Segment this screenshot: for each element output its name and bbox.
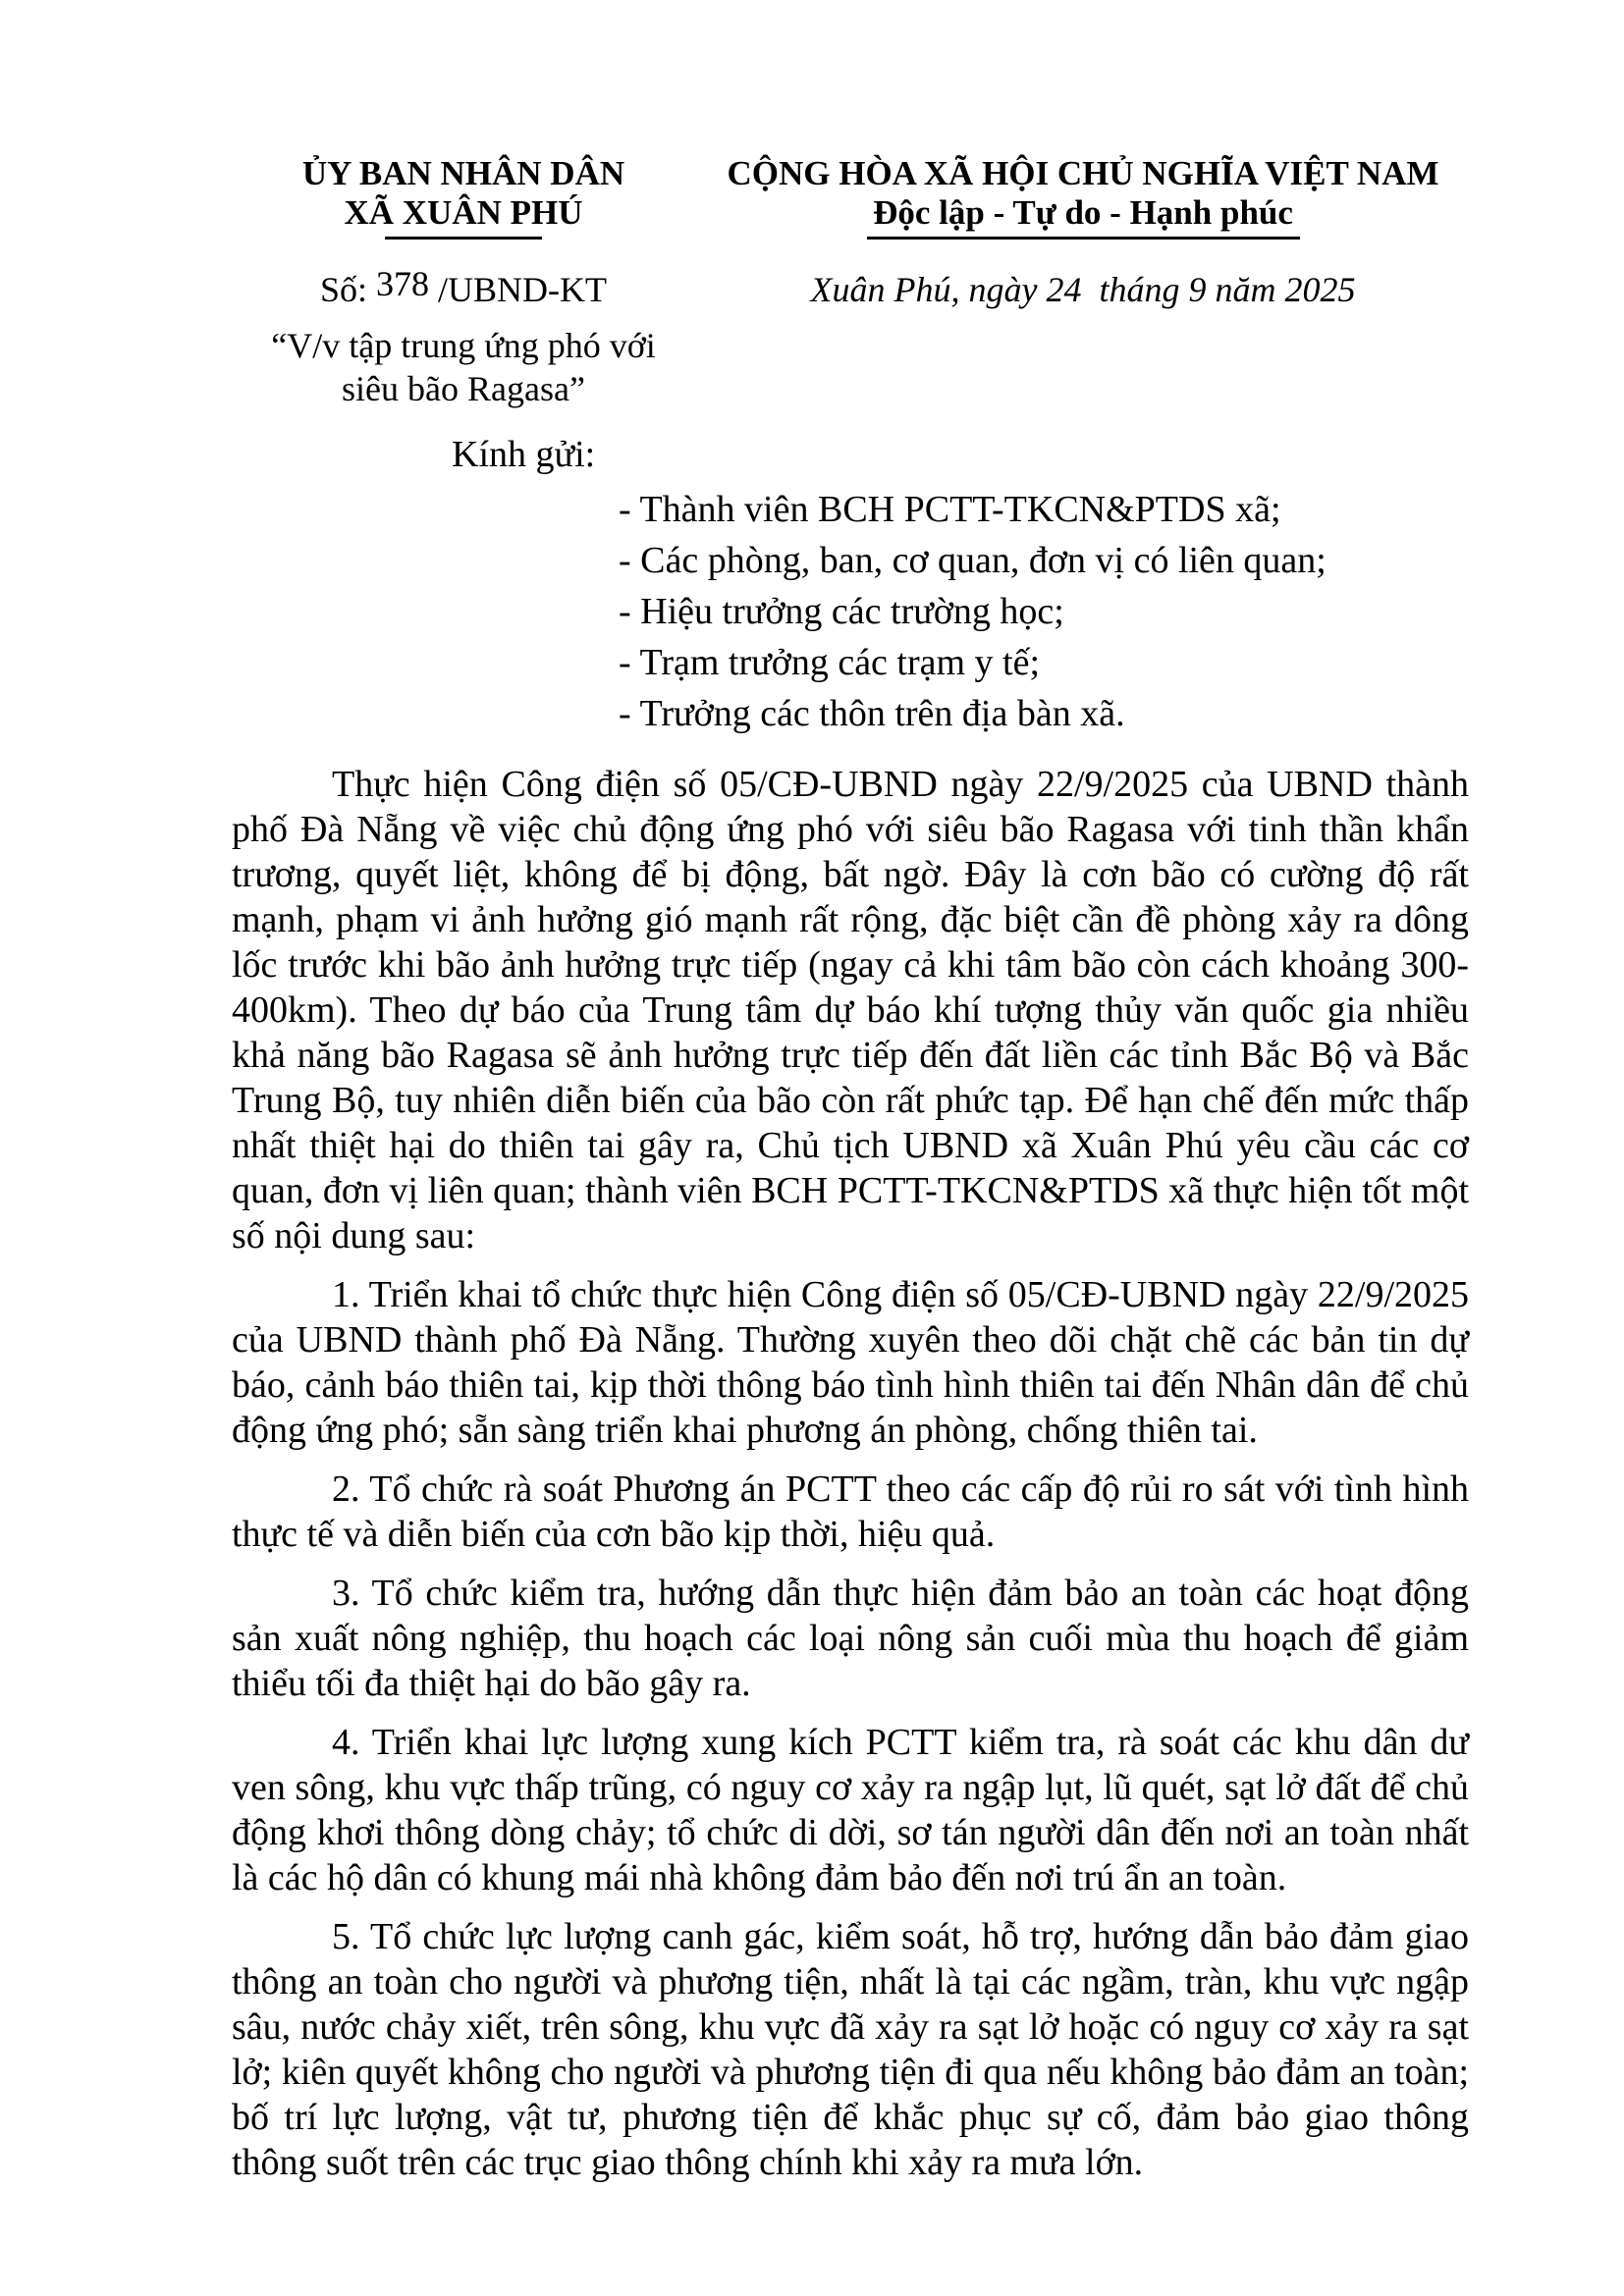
recipient-item: - Thành viên BCH PCTT-TKCN&PTDS xã;	[619, 489, 1281, 530]
subject-line-2: siêu bão Ragasa”	[342, 369, 585, 408]
directive-item-4: 4. Triển khai lực lượng xung kích PCTT kiểm tra, rà soát các khu dân dư ven sông, khu vực thấp trũng, có nguy cơ xảy ra ngập lụt, lũ quét, sạt lở đất để chủ động khơi thông dòng chảy; tổ chức di dời, sơ tán người dân đến nơi an toàn nhất là các hộ dân có khung mái nhà không đảm bảo đến nơi trú ẩn an toàn.	[232, 1722, 1469, 1898]
commune-name: XÃ XUÂN PHÚ	[344, 193, 583, 232]
national-title: CỘNG HÒA XÃ HỘI CHỦ NGHĨA VIỆT NAM	[727, 154, 1439, 192]
national-title-block	[687, 154, 1479, 240]
national-motto: Độc lập - Tự do - Hạnh phúc	[873, 193, 1293, 232]
document-number-suffix: /UBND-KT	[429, 270, 607, 309]
addressee-label: Kính gửi:	[452, 434, 596, 475]
recipient-item: - Trưởng các thôn trên địa bàn xã.	[619, 693, 1125, 734]
issuing-authority-block	[226, 154, 701, 240]
document-subject	[226, 324, 701, 410]
authority-underline	[385, 237, 542, 240]
directive-item-5: 5. Tổ chức lực lượng canh gác, kiểm soát, hỗ trợ, hướng dẫn bảo đảm giao thông an toàn cho người và phương tiện, nhất là tại các ngầm, tràn, khu vực ngập sâu, nước chảy xiết, trên sông, khu vực đã xảy ra sạt lở hoặc có nguy cơ xảy ra sạt lở; kiên quyết không cho người và phương tiện đi qua nếu không bảo đảm an toàn; bố trí lực lượng, vật tư, phương tiện để khắc phục sự cố, đảm bảo giao thông thông suốt trên các trục giao thông chính khi xảy ra mưa lớn.	[232, 1916, 1469, 2183]
intro-paragraph: Thực hiện Công điện số 05/CĐ-UBND ngày 22/9/2025 của UBND thành phố Đà Nẵng về việc chủ động ứng phó với siêu bão Ragasa với tinh thần khẩn trương, quyết liệt, không để bị động, bất ngờ. Đây là cơn bão có cường độ rất mạnh, phạm vi ảnh hưởng gió mạnh rất rộng, đặc biệt cần đề phòng xảy ra dông lốc trước khi bão ảnh hưởng trực tiếp (ngay cả khi tâm bão còn cách khoảng 300-400km). Theo dự báo của Trung tâm dự báo khí tượng thủy văn quốc gia nhiều khả năng bão Ragasa sẽ ảnh hưởng trực tiếp đến đất liền các tỉnh Bắc Bộ và Bắc Trung Bộ, tuy nhiên diễn biến của bão còn rất phức tạp. Để hạn chế đến mức thấp nhất thiệt hại do thiên tai gây ra, Chủ tịch UBND xã Xuân Phú yêu cầu các cơ quan, đơn vị liên quan; thành viên BCH PCTT-TKCN&PTDS xã thực hiện tốt một số nội dung sau:	[232, 764, 1469, 1256]
document-date: Xuân Phú, ngày 24 tháng 9 năm 2025	[810, 270, 1356, 309]
directive-item-2: 2. Tổ chức rà soát Phương án PCTT theo các cấp độ rủi ro sát với tình hình thực tế và diễn biến của cơn bão kịp thời, hiệu quả.	[232, 1468, 1469, 1555]
document-number	[226, 264, 701, 311]
recipient-list	[619, 484, 1326, 739]
recipient-item: - Hiệu trưởng các trường học;	[619, 591, 1064, 632]
document-body	[232, 762, 1469, 2199]
recipient-item: - Các phòng, ban, cơ quan, đơn vị có liên quan;	[619, 540, 1326, 581]
directive-item-3: 3. Tổ chức kiểm tra, hướng dẫn thực hiện đảm bảo an toàn các hoạt động sản xuất nông nghiệp, thu hoạch các loại nông sản cuối mùa thu hoạch để giảm thiểu tối đa thiệt hại do bão gây ra.	[232, 1573, 1469, 1704]
motto-underline	[867, 237, 1300, 240]
recipient-item: - Trạm trưởng các trạm y tế;	[619, 642, 1041, 683]
document-number-value: 378	[376, 264, 430, 303]
directive-item-1: 1. Triển khai tổ chức thực hiện Công điện số 05/CĐ-UBND ngày 22/9/2025 của UBND thành phố Đà Nẵng. Thường xuyên theo dõi chặt chẽ các bản tin dự báo, cảnh báo thiên tai, kịp thời thông báo tình hình thiên tai đến Nhân dân để chủ động ứng phó; sẵn sàng triển khai phương án phòng, chống thiên tai.	[232, 1274, 1469, 1451]
document-number-prefix: Số:	[319, 270, 377, 309]
authority-name: ỦY BAN NHÂN DÂN	[301, 154, 625, 192]
subject-line-1: “V/v tập trung ứng phó với	[271, 326, 656, 365]
